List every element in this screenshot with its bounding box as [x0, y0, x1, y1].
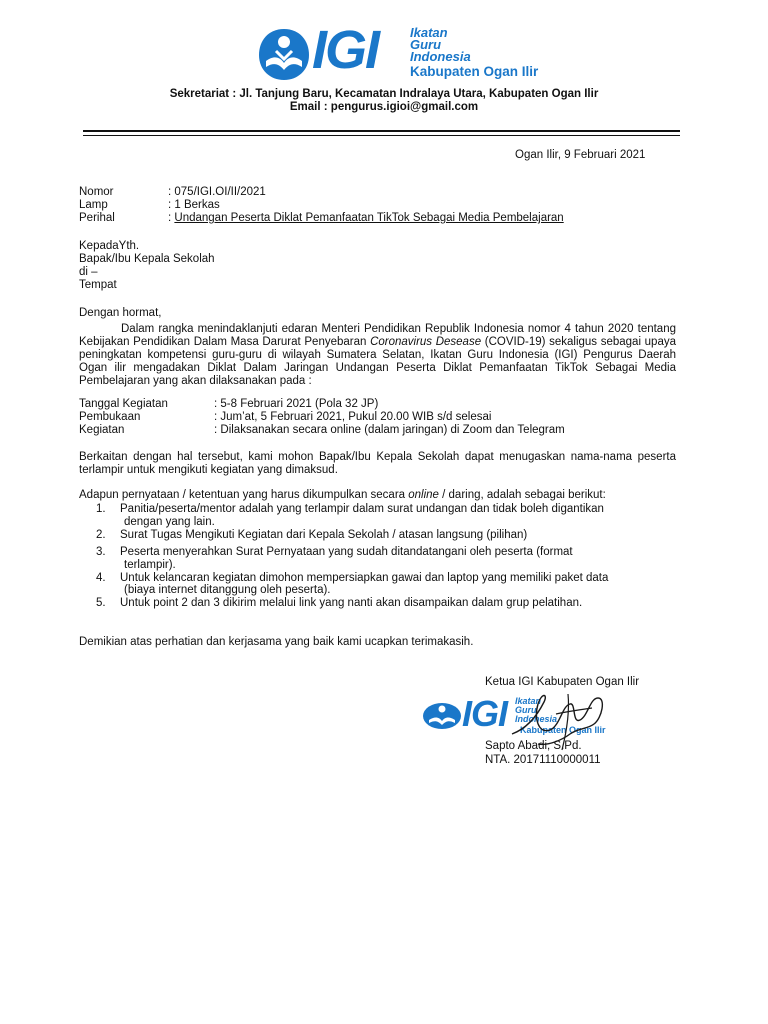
intro-italic: Coronavirus Desease — [370, 336, 482, 348]
stamp-logo-igi-text: IGI — [462, 693, 508, 734]
perihal-colon: : — [168, 212, 175, 224]
stamp-word-indonesia: Indonesia — [515, 714, 558, 724]
igi-stamp-logo-icon — [422, 700, 462, 730]
statement-part-2: / daring, adalah sebagai berikut: — [438, 489, 606, 501]
nomor-value: : 075/IGI.OI/II/2021 — [168, 186, 266, 198]
detail-label-pembukaan: Pembukaan — [79, 411, 141, 423]
list-item — [96, 597, 676, 610]
list-item-text: Panitia/peserta/mentor adalah yang terlampir dalam surat undangan dan tidak boleh digantikan — [120, 503, 604, 515]
list-item — [96, 546, 676, 559]
logo-word-guru: Guru — [410, 37, 442, 52]
recipient-line-1: KepadaYth. — [79, 240, 140, 252]
request-paragraph: Berkaitan dengan hal tersebut, kami mohon Bapak/Ibu Kepala Sekolah dapat menugaskan nama-nama peserta terlampir untuk mengikuti kegiatan yang dimaksud. — [79, 451, 676, 476]
list-item-text: Untuk kelancaran kegiatan dimohon mempersiapkan gawai dan laptop yang memiliki paket data — [120, 572, 609, 584]
recipient-line-4: Tempat — [79, 279, 117, 291]
intro-part-1: Dalam rangka menindaklanjuti edaran Menteri Pendidikan Republik Indonesia nomor 4 tahun 2020 tentang Kebijakan Pendidikan Dalam Masa Darurat Penyebaran — [79, 323, 676, 348]
intro-paragraph — [79, 323, 676, 388]
list-item-number: 5. — [96, 597, 106, 609]
secretariat-email: Email : pengurus.igioi@gmail.com — [289, 101, 479, 113]
detail-label-tanggal: Tanggal Kegiatan — [79, 398, 168, 410]
list-item-continuation: dengan yang lain. — [124, 516, 215, 528]
logo-word-ikatan: Ikatan — [410, 25, 448, 40]
stamp-word-ikatan: Ikatan — [515, 696, 542, 706]
detail-label-kegiatan: Kegiatan — [79, 424, 125, 436]
list-item-number: 2. — [96, 529, 106, 541]
list-item-text: Peserta menyerahkan Surat Pernyataan yang sudah ditandatangani oleh peserta (format — [120, 546, 573, 558]
list-item — [96, 529, 676, 542]
header-rule-thin — [83, 135, 680, 136]
intro-part-2: (COVID-19) sekaligus sebagai upaya peningkatan kompetensi guru-guru di wilayah Sumatera Selatan, Ikatan Guru Indonesia (IGI) Pengurus Daerah Ogan ilir mengadakan Diklat Dalam Jaringan Undangan Peserta Diklat Pemanfaatan TikTok Sebagai Media Pembelajaran yang akan dilaksanakan pada : — [79, 336, 676, 387]
statement-line — [79, 489, 606, 502]
header-rule-thick — [83, 130, 680, 132]
list-item-number: 1. — [96, 503, 106, 515]
list-item-continuation: terlampir). — [124, 559, 176, 571]
statement-part-1: Adapun pernyataan / ketentuan yang harus dikumpulkan secara — [79, 489, 409, 501]
statement-italic: online — [408, 489, 439, 501]
perihal-value: Undangan Peserta Diklat Pemanfaatan TikTok Sebagai Media Pembelajaran — [174, 212, 564, 224]
logo-igi-text: IGI — [312, 20, 379, 80]
list-item-number: 4. — [96, 572, 106, 584]
stamp-word-guru: Guru — [515, 705, 537, 715]
nomor-label: Nomor — [79, 186, 114, 198]
igi-logo-icon — [256, 25, 312, 83]
signer-name: Sapto Abadi, S.Pd. — [485, 740, 582, 752]
perihal-label: Perihal — [79, 212, 115, 224]
closing-line: Demikian atas perhatian dan kerjasama yang baik kami ucapkan terimakasih. — [79, 636, 474, 648]
list-item-text: Surat Tugas Mengikuti Kegiatan dari Kepala Sekolah / atasan langsung (pilihan) — [120, 529, 528, 541]
lamp-label: Lamp — [79, 199, 108, 211]
detail-value-pembukaan: : Jum’at, 5 Februari 2021, Pukul 20.00 WIB s/d selesai — [214, 411, 492, 423]
detail-value-tanggal: : 5-8 Februari 2021 (Pola 32 JP) — [214, 398, 379, 410]
greeting: Dengan hormat, — [79, 307, 162, 319]
list-item-continuation: (biaya internet ditanggung oleh peserta). — [124, 584, 331, 596]
logo-region: Kabupaten Ogan Ilir — [410, 64, 539, 79]
logo-word-indonesia: Indonesia — [410, 49, 471, 64]
list-item-number: 3. — [96, 546, 106, 558]
recipient-line-3: di – — [79, 266, 98, 278]
list-item — [96, 503, 676, 516]
stamp-logo-region: Kabupaten Ogan Ilir — [520, 725, 606, 735]
secretariat-address: Sekretariat : Jl. Tanjung Baru, Kecamatan Indralaya Utara, Kabupaten Ogan Ilir — [169, 88, 599, 100]
lamp-value: : 1 Berkas — [168, 199, 220, 211]
letter-date: Ogan Ilir, 9 Februari 2021 — [515, 149, 646, 161]
signature-title: Ketua IGI Kabupaten Ogan Ilir — [485, 676, 640, 688]
list-item-text: Untuk point 2 dan 3 dikirim melalui link yang nanti akan disampaikan dalam grup pelatihan. — [120, 597, 583, 609]
recipient-line-2: Bapak/Ibu Kepala Sekolah — [79, 253, 215, 265]
perihal-row — [168, 212, 564, 225]
signer-nta: NTA. 20171110000011 — [485, 754, 601, 766]
detail-value-kegiatan: : Dilaksanakan secara online (dalam jaringan) di Zoom dan Telegram — [214, 424, 565, 436]
logo-words — [410, 27, 471, 63]
